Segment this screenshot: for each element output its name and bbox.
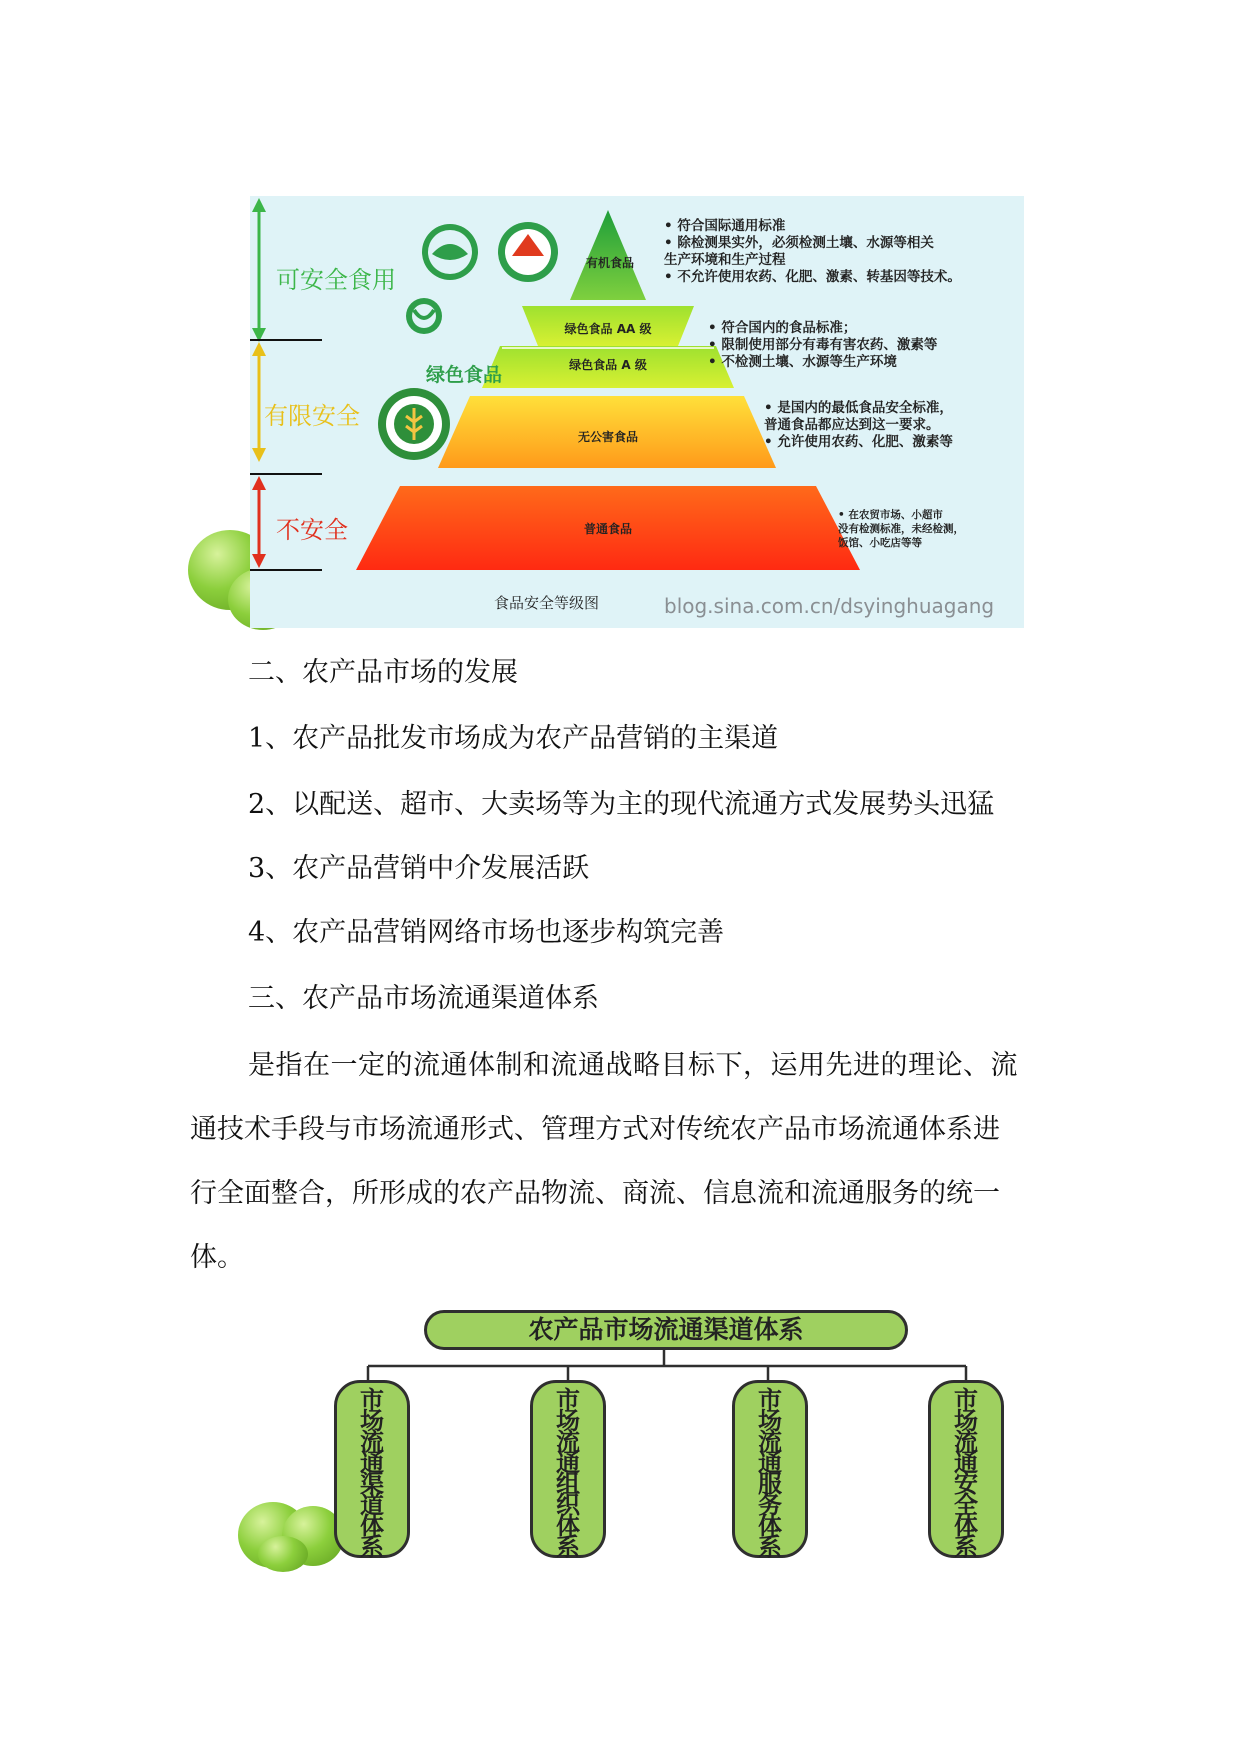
child-node xyxy=(334,1380,410,1561)
child-node-label: 市场流通组织体系 xyxy=(556,1385,580,1561)
tier-label-ordinary: 普通食品 xyxy=(583,522,632,536)
child-node-label: 市场流通渠道体系 xyxy=(360,1385,384,1561)
level-label-limited: 有限安全 xyxy=(264,402,360,430)
tier-label-green-aa: 绿色食品 AA 级 xyxy=(564,322,652,336)
channel-system-chart xyxy=(238,1306,1028,1572)
level-label-unsafe: 不安全 xyxy=(276,516,348,544)
section-heading-market-development: 二、农产品市场的发展 xyxy=(248,657,518,688)
tier-label-green-a: 绿色食品 A 级 xyxy=(569,358,647,372)
root-node-label: 农产品市场流通渠道体系 xyxy=(528,1315,804,1344)
paragraph-line: 通技术手段与市场流通形式、管理方式对传统农产品市场流通体系进 xyxy=(190,1114,1000,1145)
root-node xyxy=(424,1310,908,1350)
description-green: • 符合国内的食品标准； • 限制使用部分有毒有害农药、激素等 • 不检测土壤、水源等生产环境 xyxy=(708,320,938,370)
tier-label-pollution-free: 无公害食品 xyxy=(577,430,638,444)
figure-caption: 食品安全等级图 xyxy=(494,594,600,612)
paragraph-line: 行全面整合，所形成的农产品物流、商流、信息流和流通服务的统一 xyxy=(190,1178,1000,1209)
watermark: blog.sina.com.cn/dsyinghuagang xyxy=(664,594,995,618)
child-node xyxy=(928,1380,1004,1561)
green-food-logo-text: 绿色食品 xyxy=(426,364,503,386)
food-safety-pyramid-figure xyxy=(188,196,1024,628)
child-node-label: 市场流通服务体系 xyxy=(758,1385,782,1561)
list-item: 2、以配送、超市、大卖场等为主的现代流通方式发展势头迅猛 xyxy=(248,789,995,820)
list-item: 3、农产品营销中介发展活跃 xyxy=(248,853,590,884)
list-item: 1、农产品批发市场成为农产品营销的主渠道 xyxy=(248,723,779,754)
tier-label-organic: 有机食品 xyxy=(585,256,634,270)
paragraph-line: 是指在一定的流通体制和流通战略目标下，运用先进的理论、流 xyxy=(248,1050,1018,1081)
description-pollution-free: • 是国内的最低食品安全标准， 普通食品都应达到这一要求。 • 允许使用农药、化肥、激素等 xyxy=(764,400,953,450)
description-ordinary: • 在农贸市场、小超市 没有检测标准，未经检测， 饭馆、小吃店等等 xyxy=(838,509,964,549)
child-node-label: 市场流通安全体系 xyxy=(954,1385,978,1561)
child-node xyxy=(530,1380,606,1561)
paragraph-line: 体。 xyxy=(190,1242,244,1273)
definition-paragraph xyxy=(190,1034,1018,1290)
child-node xyxy=(732,1380,808,1561)
list-item: 4、农产品营销网络市场也逐步构筑完善 xyxy=(248,917,725,948)
level-label-safe: 可安全食用 xyxy=(276,266,396,294)
section-heading-channel-system: 三、农产品市场流通渠道体系 xyxy=(248,983,599,1014)
description-organic: • 符合国际通用标准 • 除检测果实外，必须检测土壤、水源等相关 生产环境和生产过程 • 不允许使用农药、化肥、激素、转基因等技术。 xyxy=(664,218,961,285)
